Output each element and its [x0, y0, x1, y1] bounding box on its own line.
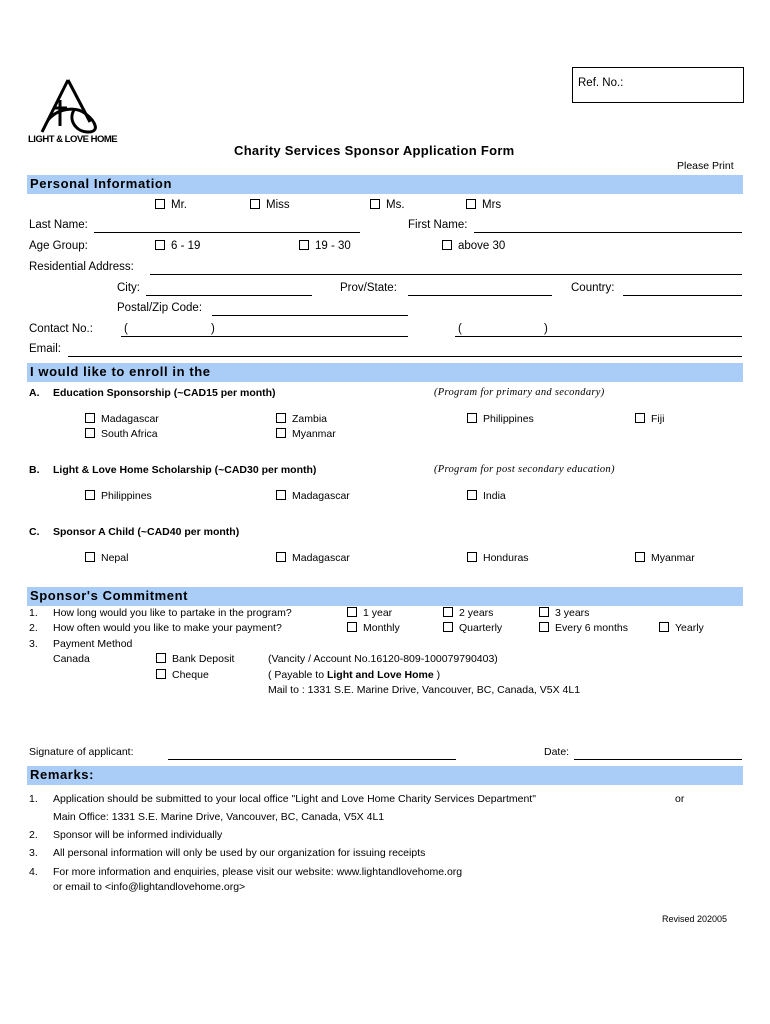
email-field[interactable]	[68, 356, 742, 357]
checkbox-icon	[250, 199, 260, 209]
remark-4-email: or email to <info@lightandlovehome.org>	[53, 881, 246, 893]
remark-3-number: 3.	[29, 847, 38, 859]
option-label: Honduras	[483, 552, 529, 564]
scholar-madagascar-checkbox[interactable]	[276, 490, 350, 502]
checkbox-icon	[347, 607, 357, 617]
option-label: 1 year	[363, 607, 393, 619]
child-myanmar-checkbox[interactable]	[635, 552, 695, 564]
option-label: Myanmar	[651, 552, 695, 564]
option-label: Bank Deposit	[172, 653, 235, 665]
enroll-b-title: Light & Love Home Scholarship (~CAD30 per month)	[53, 464, 317, 476]
option-label: Quarterly	[459, 622, 503, 634]
q1-text: How long would you like to partake in the program?	[53, 607, 292, 619]
postal-code-label: Postal/Zip Code:	[117, 302, 203, 314]
enroll-b-note: (Program for post secondary education)	[434, 464, 615, 475]
option-label: Fiji	[651, 413, 665, 425]
option-label: Yearly	[675, 622, 704, 634]
remark-1-or: or	[675, 793, 685, 805]
freq-quarterly-checkbox[interactable]	[443, 622, 502, 634]
mail-to: Mail to : 1331 S.E. Marine Drive, Vancouver, BC, Canada, V5X 4L1	[268, 684, 581, 696]
prov-state-field[interactable]	[408, 295, 552, 296]
logo-text: LIGHT & LOVE HOME	[28, 134, 118, 145]
residential-address-label: Residential Address:	[29, 261, 134, 273]
option-label: Philippines	[483, 413, 534, 425]
q2-number: 2.	[29, 622, 38, 634]
option-label: Monthly	[363, 622, 400, 634]
option-label: Madagascar	[292, 552, 350, 564]
checkbox-icon	[85, 490, 95, 500]
section-heading: Personal Information	[30, 176, 173, 191]
signature-label: Signature of applicant:	[29, 746, 134, 758]
checkbox-icon	[467, 413, 477, 423]
checkbox-icon	[370, 199, 380, 209]
checkbox-icon	[155, 199, 165, 209]
ref-number-label: Ref. No.:	[578, 77, 624, 89]
residential-address-field[interactable]	[150, 274, 742, 275]
title-ms-checkbox[interactable]	[370, 199, 405, 211]
child-honduras-checkbox[interactable]	[467, 552, 529, 564]
scholar-india-checkbox[interactable]	[467, 490, 506, 502]
vancity-account: (Vancity / Account No.16120-809-100079790403)	[268, 653, 498, 665]
option-label: Mrs	[482, 199, 502, 211]
option-label: Every 6 months	[555, 622, 628, 634]
city-field[interactable]	[146, 295, 312, 296]
enroll-b-letter: B.	[29, 464, 40, 476]
checkbox-icon	[442, 240, 452, 250]
enroll-a-note: (Program for primary and secondary)	[434, 387, 605, 398]
checkbox-icon	[659, 622, 669, 632]
contact-paren: (	[458, 323, 462, 335]
remark-1-number: 1.	[29, 793, 38, 805]
edu-philippines-checkbox[interactable]	[467, 413, 534, 425]
enroll-a-title: Education Sponsorship (~CAD15 per month)	[53, 387, 276, 399]
enroll-c-letter: C.	[29, 526, 40, 538]
child-nepal-checkbox[interactable]	[85, 552, 128, 564]
canada-label: Canada	[53, 653, 90, 665]
contact-number-2-field[interactable]	[455, 336, 742, 337]
date-label: Date:	[544, 746, 570, 758]
checkbox-icon	[85, 413, 95, 423]
checkbox-icon	[539, 622, 549, 632]
option-label: 19 - 30	[315, 240, 351, 252]
option-label: India	[483, 490, 506, 502]
section-heading: Sponsor's Commitment	[30, 588, 189, 603]
checkbox-icon	[635, 413, 645, 423]
duration-1-year-checkbox[interactable]	[347, 607, 392, 619]
q2-text: How often would you like to make your payment?	[53, 622, 282, 634]
date-field[interactable]	[574, 759, 742, 760]
checkbox-icon	[85, 428, 95, 438]
checkbox-icon	[276, 428, 286, 438]
option-label: 2 years	[459, 607, 494, 619]
child-madagascar-checkbox[interactable]	[276, 552, 350, 564]
enroll-c-title: Sponsor A Child (~CAD40 per month)	[53, 526, 240, 538]
checkbox-icon	[85, 552, 95, 562]
country-field[interactable]	[623, 295, 742, 296]
last-name-label: Last Name:	[29, 219, 88, 231]
please-print: Please Print	[677, 160, 734, 172]
remark-2-number: 2.	[29, 829, 38, 841]
option-label: Madagascar	[292, 490, 350, 502]
payable-name: Light and Love Home	[326, 669, 434, 681]
checkbox-icon	[539, 607, 549, 617]
option-label: Miss	[266, 199, 290, 211]
remark-4-text: For more information and enquiries, please visit our website: www.lightandlovehome.org	[53, 866, 463, 878]
section-commitment	[27, 587, 743, 606]
freq-6-months-checkbox[interactable]	[539, 622, 628, 634]
q3-text: Payment Method	[53, 638, 133, 650]
option-label: Madagascar	[101, 413, 159, 425]
option-label: Mr.	[171, 199, 187, 211]
checkbox-icon	[299, 240, 309, 250]
duration-3-years-checkbox[interactable]	[539, 607, 589, 619]
option-label: above 30	[458, 240, 506, 252]
edu-fiji-checkbox[interactable]	[635, 413, 664, 425]
title-mrs-checkbox[interactable]	[466, 199, 501, 211]
title-mr-checkbox[interactable]	[155, 199, 187, 211]
contact-number-field[interactable]	[121, 336, 408, 337]
checkbox-icon	[347, 622, 357, 632]
edu-zambia-checkbox[interactable]	[276, 413, 327, 425]
contact-paren: )	[544, 323, 548, 335]
payable-prefix: ( Payable to	[268, 669, 327, 681]
checkbox-icon	[276, 490, 286, 500]
checkbox-icon	[467, 490, 477, 500]
option-label: Zambia	[292, 413, 328, 425]
edu-south-africa-checkbox[interactable]	[85, 428, 158, 440]
scholar-philippines-checkbox[interactable]	[85, 490, 152, 502]
age-6-19-checkbox[interactable]	[155, 240, 200, 252]
checkbox-icon	[155, 240, 165, 250]
option-label: Myanmar	[292, 428, 336, 440]
q3-number: 3.	[29, 638, 38, 650]
revised-date: Revised 202005	[662, 914, 728, 924]
checkbox-icon	[467, 552, 477, 562]
option-label: Philippines	[101, 490, 152, 502]
payable-suffix: )	[433, 669, 441, 681]
section-enroll	[27, 363, 743, 382]
edu-madagascar-checkbox[interactable]	[85, 413, 159, 425]
age-19-30-checkbox[interactable]	[299, 240, 351, 252]
remark-2-text: Sponsor will be informed individually	[53, 829, 223, 841]
checkbox-icon	[443, 622, 453, 632]
ref-number-field[interactable]	[572, 67, 744, 103]
postal-code-field[interactable]	[212, 315, 408, 316]
remark-3-text: All personal information will only be used by our organization for issuing receipts	[53, 847, 426, 859]
checkbox-icon	[443, 607, 453, 617]
logo	[28, 78, 118, 148]
enroll-a-letter: A.	[29, 387, 40, 399]
option-label: Nepal	[101, 552, 129, 564]
form-title: Charity Services Sponsor Application Form	[234, 143, 515, 158]
age-above-30-checkbox[interactable]	[442, 240, 505, 252]
country-label: Country:	[571, 282, 615, 294]
remark-1-text: Application should be submitted to your local office "Light and Love Home Charity Services Department"	[53, 793, 536, 805]
duration-2-years-checkbox[interactable]	[443, 607, 493, 619]
option-label: South Africa	[101, 428, 158, 440]
logo-mark-icon	[28, 78, 108, 136]
contact-paren: )	[211, 323, 215, 335]
remark-4-number: 4.	[29, 866, 38, 878]
freq-yearly-checkbox[interactable]	[659, 622, 704, 634]
prov-state-label: Prov/State:	[340, 282, 397, 294]
section-heading: I would like to enroll in the	[30, 364, 211, 379]
section-heading: Remarks:	[30, 767, 95, 782]
option-label: Cheque	[172, 669, 209, 681]
remark-1-main-office: Main Office: 1331 S.E. Marine Drive, Vancouver, BC, Canada, V5X 4L1	[53, 811, 385, 823]
checkbox-icon	[156, 669, 166, 679]
freq-monthly-checkbox[interactable]	[347, 622, 400, 634]
payable-to	[268, 669, 440, 681]
checkbox-icon	[156, 653, 166, 663]
checkbox-icon	[276, 552, 286, 562]
checkbox-icon	[466, 199, 476, 209]
first-name-label: First Name:	[408, 219, 468, 231]
contact-paren: (	[124, 323, 128, 335]
edu-myanmar-checkbox[interactable]	[276, 428, 336, 440]
first-name-field[interactable]	[474, 232, 742, 233]
pay-cheque-checkbox[interactable]	[156, 669, 209, 681]
checkbox-icon	[635, 552, 645, 562]
option-label: 6 - 19	[171, 240, 201, 252]
option-label: 3 years	[555, 607, 590, 619]
signature-field[interactable]	[168, 759, 456, 760]
section-remarks	[27, 766, 743, 785]
last-name-field[interactable]	[94, 232, 360, 233]
q1-number: 1.	[29, 607, 38, 619]
age-group-label: Age Group:	[29, 240, 88, 252]
section-personal-information	[27, 175, 743, 194]
email-label: Email:	[29, 343, 61, 355]
option-label: Ms.	[386, 199, 405, 211]
title-miss-checkbox[interactable]	[250, 199, 290, 211]
checkbox-icon	[276, 413, 286, 423]
pay-bank-deposit-checkbox[interactable]	[156, 653, 234, 665]
city-label: City:	[117, 282, 140, 294]
contact-number-label: Contact No.:	[29, 323, 93, 335]
